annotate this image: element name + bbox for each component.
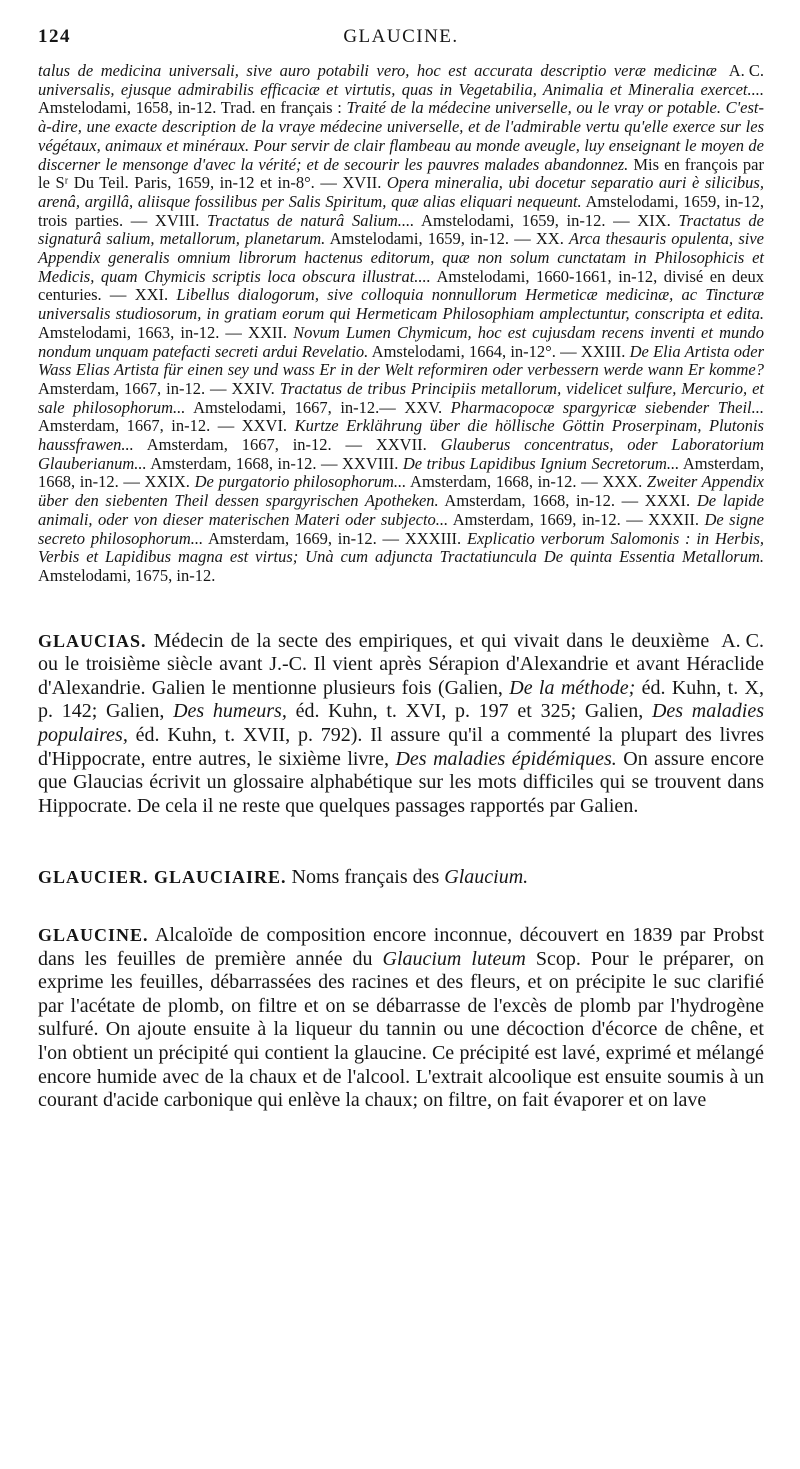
body-text: Amstelodami, 1660-1661, in-12, divisé en deux centuries. — XXI. — [38, 266, 764, 305]
italic-text: Zweiter Appendix über den siebenten Theil dessen spargyrischen Apotheken. — [38, 472, 764, 511]
entry-glaucias — [38, 630, 764, 819]
body-text: Amsterdam, 1669, in-12. — XXXII. — [448, 509, 705, 529]
body-text: Amstelodami, 1658, in-12. Trad. en français : — [38, 98, 347, 118]
italic-text: Novum Lumen Chymicum, hoc est cujusdam recens inventi et mundo nondum unquam patefacti secreti ardui Revelatio. — [38, 322, 764, 361]
entry-glaucias-text — [38, 630, 764, 819]
italic-text: Arca thesauris opulenta, sive Appendix generalis omnium librorum hactenus editorum, quæ non solum cunctatam in Philosophicis et Medicis, quam Chymicis scriptis loca obscura illustrat.... — [38, 229, 764, 286]
entry-glaucier-text — [38, 866, 764, 890]
body-text: Noms français des — [286, 866, 445, 889]
bibliography-signature: A. C. — [728, 61, 764, 80]
italic-text: Traité de la médecine universelle, ou le vray or potable. C'est-à-dire, une exacte description de la vraye médecine universelle, et de l'admirable vertu qu'elle exerce sur les végétaux, animaux et minéraux. Pour servir de clair flambeau au monde aveugle, luy enseignant le moyen de discerner le mensonge d'avec la vérité; et de secourir les pauvres malades abandonnez. — [38, 98, 764, 174]
italic-text: Tractatus de tribus Principiis metallorum, videlicet sulfure, Mercurio, et sale philosophorum... — [38, 378, 764, 417]
body-text: Amstelodami, 1675, in-12. — [38, 565, 216, 585]
italic-text: De purgatorio philosophorum... — [194, 472, 407, 492]
italic-text: Pharmacopocæ spargyricæ siebender Theil... — [450, 397, 764, 417]
entry-glaucine-text — [38, 924, 764, 1113]
italic-text: De signe secreto philosophorum... — [38, 509, 764, 548]
running-head — [38, 26, 764, 56]
bibliography-text — [38, 62, 764, 586]
entry-headword: GLAUCIAS. — [38, 630, 147, 651]
body-text: éd. Kuhn, t. XVII, p. 792). Il assure qu'il a commenté la plupart des livres d'Hippocrate, entre autres, le sixième livre, — [38, 724, 764, 770]
body-text: Amstelodami, 1667, in-12.— XXV. — [185, 397, 451, 417]
body-text: Amsterdam, 1668, in-12. — XXVIII. — [146, 453, 403, 473]
body-text: Alcaloïde de composition encore inconnue, découvert en 1839 par Probst dans les feuilles de première année du — [38, 924, 764, 970]
italic-text: Des maladies épidémiques. — [395, 747, 617, 770]
body-text: Amsterdam, 1668, in-12. — XXIX. — [38, 453, 764, 492]
entry-glaucine — [38, 924, 764, 1113]
running-title: GLAUCINE. — [343, 26, 459, 47]
italic-text: Kurtze Erklährung über die höllische Göttin Proserpinam, Plutonis haussfrawen... — [38, 416, 764, 455]
italic-text: Opera mineralia, ubi docetur separatio auri è silicibus, arenâ, argillâ, aliisque fossilibus per Salis Spiritum, quæ alias eliquari nequeunt. — [38, 173, 764, 211]
body-text: Amsterdam, 1668, in-12. — XXXI. — [438, 491, 697, 511]
italic-text: Tractatus de naturâ Salium.... — [207, 210, 415, 230]
italic-text: Des humeurs, — [173, 700, 287, 723]
italic-text: De Elia Artista oder Wass Elias Artista für einen sey und wass Er in der Welt reformiren oder verbessern werde wann Er komme? — [38, 341, 764, 380]
italic-text: Libellus dialogorum, sive colloquia nonnullorum Hermeticæ medicinæ, ac Tincturæ universalis studiosorum, in gratiam eorum qui Hermeticam Philosophiam amplectuntur, conscripta et edita. — [38, 285, 764, 324]
body-text: éd. Kuhn, t. X, p. 142; Galien, — [38, 676, 764, 723]
body-text: Amstelodami, 1663, in-12. — XXII. — [38, 322, 294, 342]
italic-text: Tractatus de signaturâ salium, metallorum, planetarum. — [38, 210, 764, 249]
body-text: éd. Kuhn, t. XVI, p. 197 et 325; Galien, — [286, 700, 652, 723]
italic-text: Glaucium. — [444, 866, 529, 889]
body-text: Amstelodami, 1659, in-12. — XX. — [325, 229, 569, 249]
italic-text: Glaucium luteum — [382, 947, 526, 970]
italic-text: De lapide animali, oder von dieser materischen Materi oder subjecto... — [38, 491, 764, 529]
body-text: Amsterdam, 1667, in-12. — XXVII. — [133, 435, 441, 455]
entry-headword: GLAUCIER. GLAUCIAIRE. — [38, 867, 287, 888]
italic-text: De la méthode; — [509, 676, 636, 699]
body-text: Amstelodami, 1659, in-12, trois parties. — XVIII. — [38, 191, 764, 230]
italic-text: Glauberus concentratus, oder Laboratorium Glauberianum... — [38, 435, 765, 473]
body-text: Amsterdam, 1668, in-12. — XXX. — [406, 472, 647, 492]
body-text: Amsterdam, 1667, in-12. — XXIV. — [38, 378, 280, 398]
italic-text: De tribus Lapidibus Ignium Secretorum... — [402, 453, 680, 473]
body-text: Amstelodami, 1664, in-12°. — XXIII. — [368, 341, 630, 361]
entry-headword: GLAUCINE. — [38, 925, 149, 946]
page-number: 124 — [38, 26, 71, 47]
body-text: Mis en françois par le Sʳ Du Teil. Paris, 1659, in-12 et in-8°. — XVII. — [38, 154, 764, 193]
entry-glaucias-signature: A. C. — [721, 629, 764, 652]
body-text: Médecin de la secte des empiriques, et qui vivait dans le deuxième ou le troisième siècle avant J.-C. Il vient après Sérapion d'Alexandrie et avant Héraclide d'Alexandrie. Galien le mentionne plusieurs fois (Galien, — [38, 629, 764, 699]
body-text: Scop. Pour le préparer, on exprime les feuilles, débarrassées des racines et des fleurs, et on précipite le suc clarifié par l'acétate de plomb, on filtre et on se débarrasse de l'excès de plomb par l'hydrogène sulfuré. On ajoute ensuite à la liqueur du tannin ou une décoction d'écorce de chêne, et l'on obtient un précipité qui contient la glaucine. Ce précipité est lavé, exprimé et mélangé encore humide avec de la chaux et de l'alcool. L'extrait alcoolique est ensuite soumis à un courant d'acide carbonique qui enlève la chaux; on filtre, on fait évaporer et on lave — [38, 947, 764, 1112]
body-text: On assure encore que Glaucias écrivit un glossaire alphabétique sur les mots difficiles qui se trouvent dans Hippocrate. De cela il ne reste que quelques passages rapportés par Galien. — [38, 747, 765, 817]
body-text: Amstelodami, 1659, in-12. — XIX. — [414, 210, 679, 230]
entry-glaucier — [38, 866, 764, 890]
italic-text: talus de medicina universali, sive auro potabili vero, hoc est accurata descriptio veræ medicinæ universalis, ejusque admirabilis efficaciæ et virtutis, quas in Vegetabilia, Animalia et Mineralia exercet.... — [38, 61, 764, 99]
bibliography-block — [38, 62, 764, 586]
italic-text: Des maladies populaires, — [38, 700, 764, 747]
italic-text: Explicatio verborum Salomonis : in Herbis, Verbis et Lapidibus magna est virtus; Unà cum adjuncta Tractatiuncula De quinta Essentia Metallorum. — [38, 528, 764, 567]
body-text: Amsterdam, 1667, in-12. — XXVI. — [38, 416, 295, 436]
body-text: Amsterdam, 1669, in-12. — XXXIII. — [203, 528, 467, 548]
